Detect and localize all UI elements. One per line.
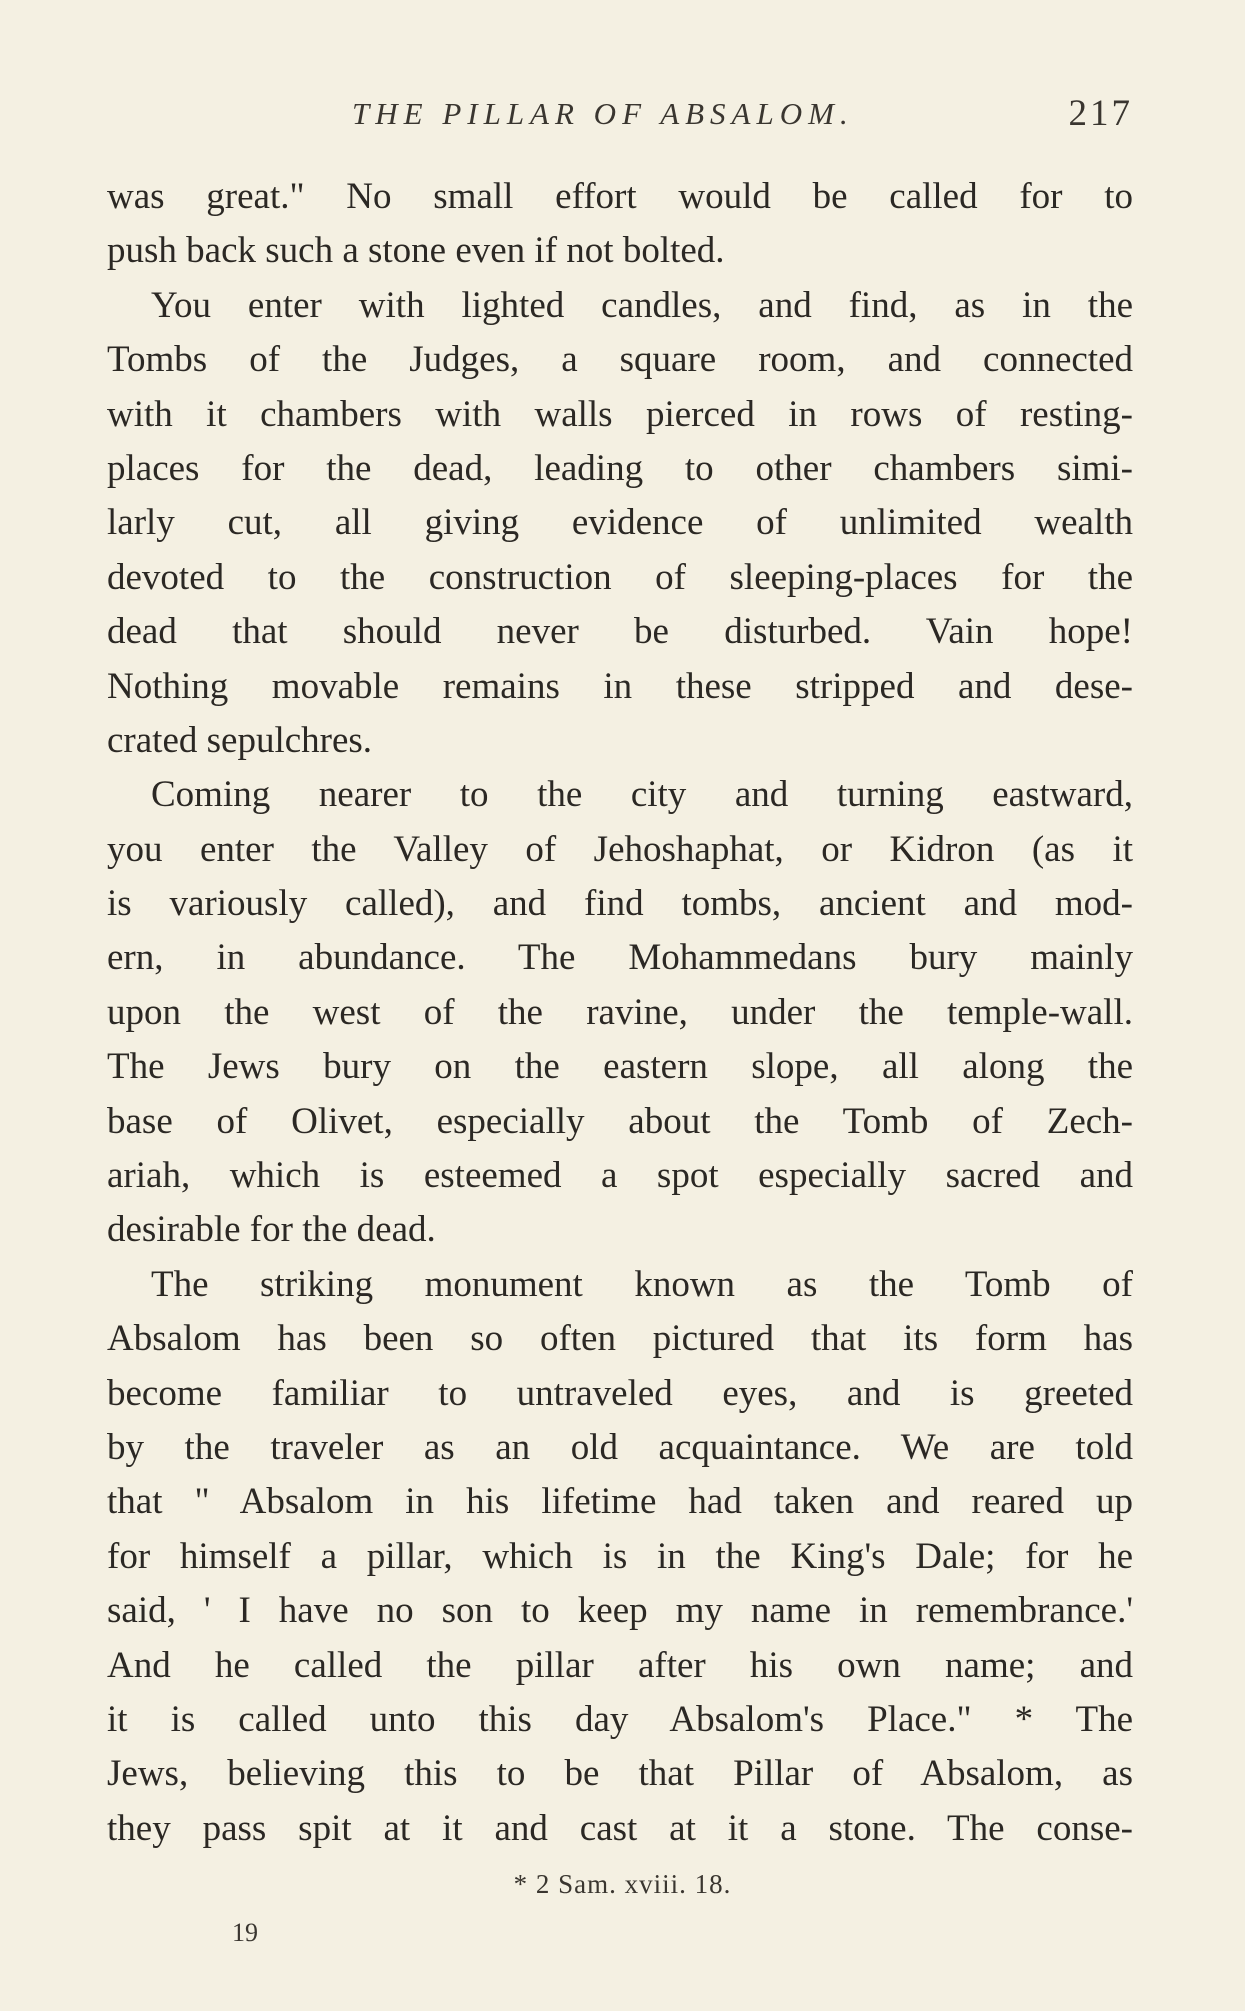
text-line: with it chambers with walls pierced in rows of resting- xyxy=(107,393,1133,435)
text-line: was great." No small effort would be called for to xyxy=(107,176,1133,217)
text-line: that " Absalom in his lifetime had taken and reared up xyxy=(107,1481,1133,1523)
text-line: Nothing movable remains in these stripped and dese- xyxy=(107,665,1133,707)
text-line: ern, in abundance. The Mohammedans bury mainly xyxy=(107,937,1133,979)
page-number: 217 xyxy=(1068,93,1133,134)
text-line: devoted to the construction of sleeping-places for the xyxy=(107,556,1133,598)
text-line: for himself a pillar, which is in the King's Dale; for he xyxy=(107,1535,1133,1577)
running-head xyxy=(107,93,1133,146)
text-line: Tombs of the Judges, a square room, and connected xyxy=(107,339,1133,381)
text-line: places for the dead, leading to other chambers simi- xyxy=(107,447,1133,489)
text-line: it is called unto this day Absalom's Place." * The xyxy=(107,1698,1133,1740)
running-title: THE PILLAR OF ABSALOM. xyxy=(352,96,854,131)
text-line: Absalom has been so often pictured that its form has xyxy=(107,1318,1133,1360)
text-line: is variously called), and find tombs, ancient and mod- xyxy=(107,883,1133,925)
text-line: they pass spit at it and cast at it a stone. The conse- xyxy=(107,1807,1133,1849)
paragraph-start-line: The striking monument known as the Tomb of xyxy=(151,1263,1133,1305)
signature-mark: 19 xyxy=(232,1918,258,1947)
text-line: ariah, which is esteemed a spot especially sacred and xyxy=(107,1155,1133,1197)
text-line: you enter the Valley of Jehoshaphat, or Kidron (as it xyxy=(107,828,1133,870)
text-line: larly cut, all giving evidence of unlimited wealth xyxy=(107,502,1133,544)
paragraph-start-line: You enter with lighted candles, and find, as in the xyxy=(151,284,1133,326)
text-line: crated sepulchres. xyxy=(107,719,373,761)
text-line: base of Olivet, especially about the Tomb of Zech- xyxy=(107,1100,1133,1142)
text-line: become familiar to untraveled eyes, and is greeted xyxy=(107,1372,1133,1414)
paragraph-start-line: Coming nearer to the city and turning eastward, xyxy=(151,774,1133,816)
text-line: push back such a stone even if not bolted. xyxy=(107,230,725,272)
text-line: dead that should never be disturbed. Vain hope! xyxy=(107,611,1133,653)
text-line: said, ' I have no son to keep my name in remembrance.' xyxy=(107,1590,1133,1632)
text-line: upon the west of the ravine, under the temple-wall. xyxy=(107,991,1133,1033)
text-line: And he called the pillar after his own name; and xyxy=(107,1644,1133,1686)
text-line: Jews, believing this to be that Pillar of Absalom, as xyxy=(107,1753,1133,1795)
text-line: desirable for the dead. xyxy=(107,1209,436,1251)
footnote: * 2 Sam. xviii. 18. xyxy=(513,1869,732,1899)
text-line: The Jews bury on the eastern slope, all along the xyxy=(107,1046,1133,1088)
body-text xyxy=(107,170,1133,1856)
text-line: by the traveler as an old acquaintance. We are told xyxy=(107,1426,1133,1468)
